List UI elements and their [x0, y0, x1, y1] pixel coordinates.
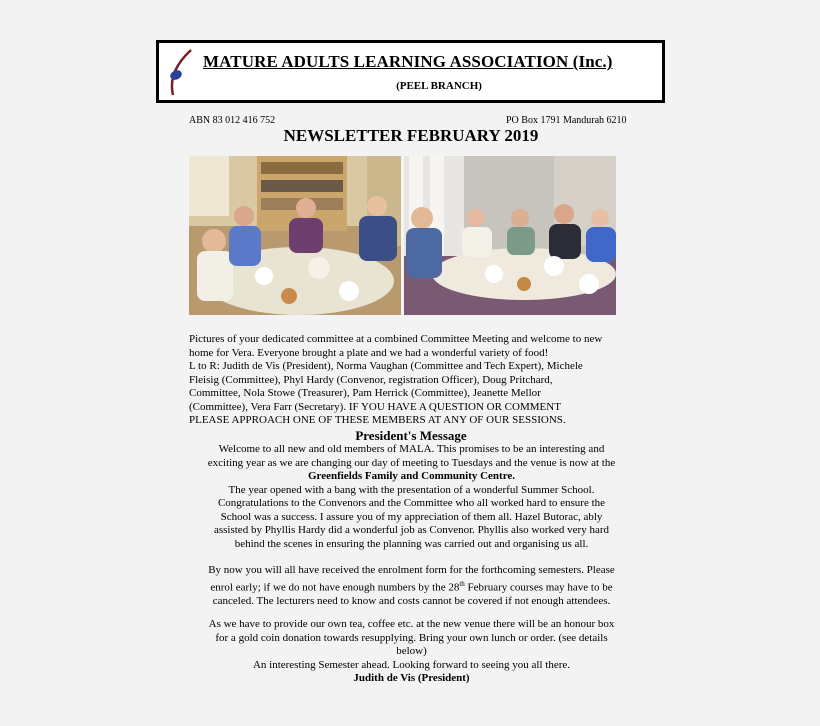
- intro-caption: Pictures of your dedicated committee at a combined Committee Meeting and welcome to new home for Vera. Everyone brought a plate and we had a wonderful variety of food! L to R: Judith de Vis (President), Norma Vaughan (Committee and Tech Expert), Michele Fleisig (Committee), Phyl Hardy (Convenor, registration Officer), Doug Pritchard, Committee, Nola Stowe (Treasurer), Pam Herrick (Committee), Jeanette Mellor (Committee), Vera Farr (Secretary). IF YOU HAVE A QUESTION OR COMMENT PLEASE APPROACH ONE OF THESE MEMBERS AT ANY OF OUR SESSIONS.: [189, 333, 603, 426]
- po-box: PO Box 1791 Mandurah 6210: [506, 115, 627, 126]
- message-paragraph-3: As we have to provide our own tea, coffee etc. at the new venue there will be an honour box for a gold coin donation towards resupplying. Bring your own lunch or order. (see details below) An interesting Semester ahead. Looking forward to seeing you all there. Judith de Vis (President): [189, 618, 634, 686]
- org-name: MATURE ADULTS LEARNING ASSOCIATION (Inc.): [203, 52, 613, 71]
- presidents-message-title: President's Message: [355, 428, 467, 443]
- venue-name: Greenfields Family and Community Centre.: [307, 470, 516, 482]
- mala-logo-icon: [163, 47, 197, 97]
- abn-number: ABN 83 012 416 752: [189, 115, 276, 126]
- signature: Judith de Vis (President): [353, 672, 470, 684]
- newsletter-title: NEWSLETTER FEBRUARY 2019: [283, 126, 539, 145]
- message-paragraph-2: By now you will all have received the enrolment form for the forthcoming semesters. Please enrol early; if we do not have enough numbers by the 28th February courses may have to be canceled. The lecturers need to know and costs cannot be covered if not enough attendees.: [208, 564, 615, 607]
- masthead: [156, 40, 665, 103]
- committee-photo-right: [404, 156, 616, 315]
- committee-photo-left: [189, 156, 401, 315]
- message-paragraph-1: Welcome to all new and old members of MALA. This promises to be an interesting and exciting year as we are changing our day of meeting to Tuesdays and the venue is now at the Greenfields Family and Community Centre. The year opened with a bang with the presentation of a wonderful Summer School. Congratulations to the Convenors and the Committee who all worked hard to ensure the School was a success. I assure you of my appreciation of them all. Hazel Butorac, ably assisted by Phyllis Hardy did a wonderful job as Convenor. Phyllis also worked very hard behind the scenes in ensuring the planning was carried out and organising us all.: [189, 443, 634, 551]
- branch-name: (PEEL BRANCH): [396, 80, 482, 92]
- newsletter-page: [156, 40, 666, 700]
